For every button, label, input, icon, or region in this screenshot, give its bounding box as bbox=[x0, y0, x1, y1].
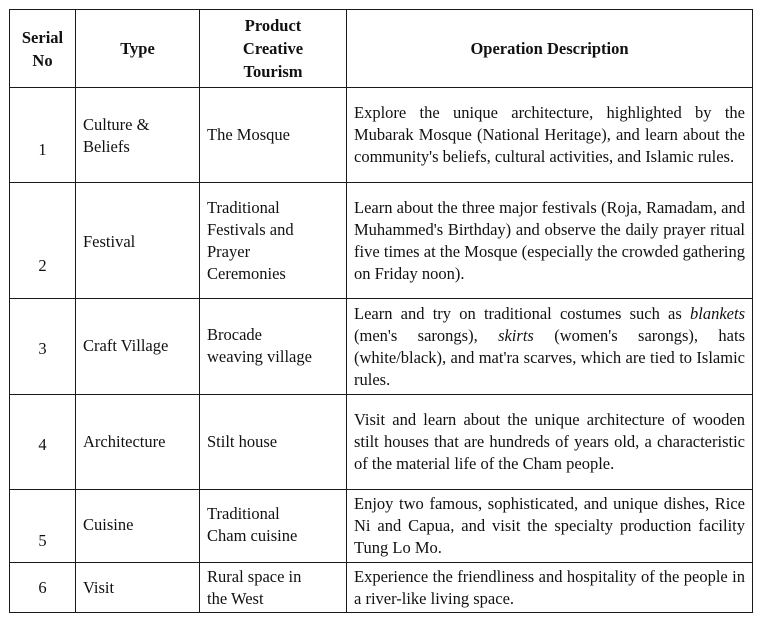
cell-serial: 1 bbox=[10, 88, 76, 183]
cell-product-line: the West bbox=[207, 589, 264, 608]
description-italic-term: skirts bbox=[498, 325, 534, 345]
cell-product bbox=[200, 183, 347, 299]
cell-type-line: Architecture bbox=[83, 432, 166, 451]
cell-product-line: Festivals and bbox=[207, 220, 294, 239]
cell-type bbox=[76, 395, 200, 490]
header-operation-description bbox=[347, 10, 753, 88]
table-row bbox=[10, 88, 753, 183]
cell-product-line: weaving village bbox=[207, 347, 312, 366]
header-product-creative-tourism bbox=[200, 10, 347, 88]
cell-type bbox=[76, 299, 200, 395]
cell-product bbox=[200, 563, 347, 613]
table-row bbox=[10, 395, 753, 490]
cell-product bbox=[200, 490, 347, 563]
cell-type-line: Cuisine bbox=[83, 515, 134, 534]
cell-type bbox=[76, 563, 200, 613]
header-product-line-2: Creative bbox=[242, 39, 304, 58]
cell-type-line: Craft Village bbox=[83, 336, 169, 355]
cell-type-line: Culture & bbox=[83, 115, 150, 134]
cell-type-line: Visit bbox=[83, 578, 115, 597]
cell-serial: 2 bbox=[10, 183, 76, 299]
header-product-line-1: Product bbox=[244, 16, 302, 35]
header-serial-line-1: Serial bbox=[21, 27, 64, 47]
description-text: Learn and try on traditional costumes such as bbox=[354, 303, 690, 323]
cell-product-line: Prayer bbox=[207, 242, 251, 261]
header-description-label: Operation Description bbox=[470, 39, 629, 58]
table-row bbox=[10, 490, 753, 563]
cell-product bbox=[200, 88, 347, 183]
cell-product-line: Traditional bbox=[207, 504, 280, 523]
cell-type bbox=[76, 490, 200, 563]
header-serial-line-2: No bbox=[32, 50, 53, 70]
cell-serial: 6 bbox=[10, 563, 76, 613]
table-row bbox=[10, 299, 753, 395]
table-header-row bbox=[10, 10, 753, 88]
header-product-line-3: Tourism bbox=[243, 62, 303, 81]
cell-type-line: Festival bbox=[83, 232, 136, 251]
cell-serial: 4 bbox=[10, 395, 76, 490]
cell-description: Experience the friendliness and hospitality of the people in a river-like living space. bbox=[347, 563, 753, 613]
cell-type bbox=[76, 88, 200, 183]
description-text: (men's sarongs), bbox=[354, 325, 499, 345]
cell-product-line: Ceremonies bbox=[207, 264, 286, 283]
cell-serial: 5 bbox=[10, 490, 76, 563]
table-row bbox=[10, 563, 753, 613]
cell-product-line: Brocade bbox=[207, 325, 262, 344]
cell-product-line: The Mosque bbox=[207, 125, 290, 144]
description-italic-term: blankets bbox=[690, 303, 745, 323]
cell-description: Learn about the three major festivals (Roja, Ramadam, and Muhammed's Birthday) and observe the daily prayer ritual five times at the Mosque (especially the crowded gathering on Friday noon). bbox=[347, 183, 753, 299]
cell-product-line: Cham cuisine bbox=[207, 526, 298, 545]
cell-product-line: Stilt house bbox=[207, 432, 278, 451]
header-type-label: Type bbox=[120, 39, 155, 58]
cell-type-line: Beliefs bbox=[83, 137, 130, 156]
cell-description bbox=[347, 299, 753, 395]
cell-type bbox=[76, 183, 200, 299]
cell-description: Visit and learn about the unique architecture of wooden stilt houses that are hundreds of years old, a characteristic of the material life of the Cham people. bbox=[347, 395, 753, 490]
cell-description: Enjoy two famous, sophisticated, and unique dishes, Rice Ni and Capua, and visit the specialty production facility Tung Lo Mo. bbox=[347, 490, 753, 563]
header-serial-no bbox=[10, 10, 76, 88]
cell-product-line: Traditional bbox=[207, 198, 280, 217]
cell-product-line: Rural space in bbox=[207, 567, 302, 586]
description-text: (women's sarongs), hats (white/black), and mat'ra scarves, which are tied to Islamic rules. bbox=[354, 325, 745, 389]
table-row bbox=[10, 183, 753, 299]
cell-description: Explore the unique architecture, highlighted by the Mubarak Mosque (National Heritage), and learn about the community's beliefs, cultural activities, and Islamic rules. bbox=[347, 88, 753, 183]
creative-tourism-table bbox=[9, 9, 753, 613]
header-type bbox=[76, 10, 200, 88]
cell-serial: 3 bbox=[10, 299, 76, 395]
cell-product bbox=[200, 299, 347, 395]
cell-product bbox=[200, 395, 347, 490]
